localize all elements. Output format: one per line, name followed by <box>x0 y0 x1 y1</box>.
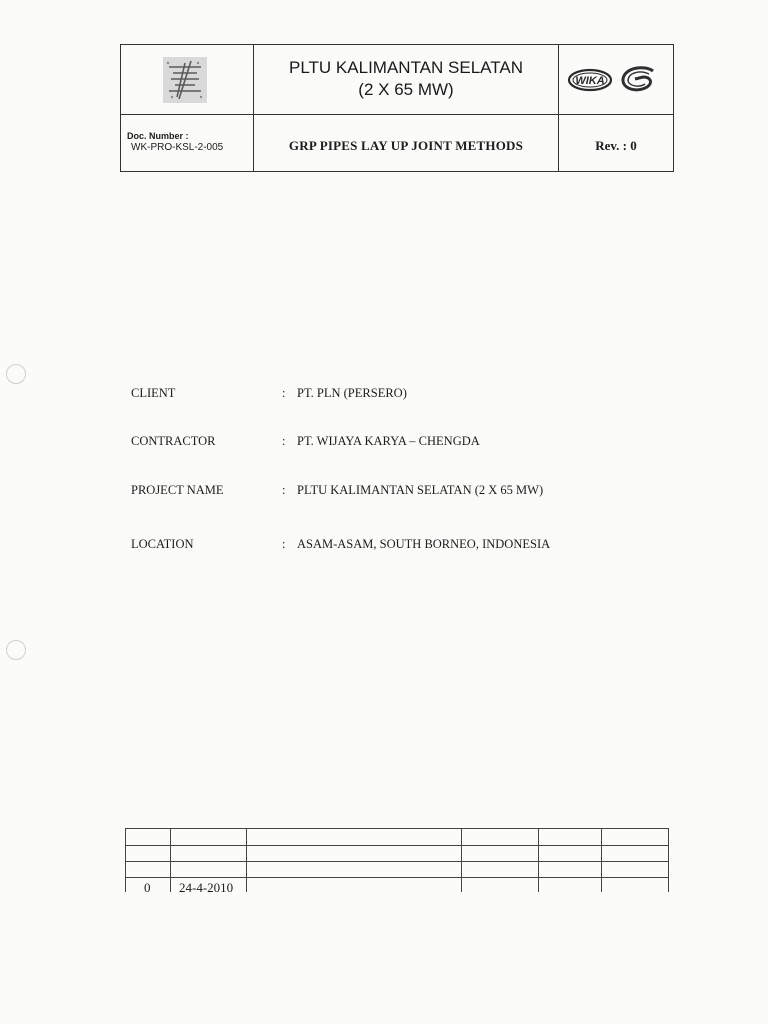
punch-hole-mark <box>6 364 26 384</box>
info-label: CLIENT <box>131 386 176 400</box>
info-value: PT. WIJAYA KARYA – CHENGDA <box>297 434 480 448</box>
info-value: PT. PLN (PERSERO) <box>297 386 407 400</box>
table-line <box>170 828 171 892</box>
table-line <box>125 828 668 829</box>
project-title-cell <box>254 45 559 114</box>
revision-date: 24-4-2010 <box>179 880 234 895</box>
table-line <box>125 877 668 878</box>
revision-label: Rev. : 0 <box>595 138 637 153</box>
info-colon: : <box>282 483 286 497</box>
table-line <box>246 828 247 892</box>
revision-table <box>125 828 670 898</box>
info-value: PLTU KALIMANTAN SELATAN (2 X 65 MW) <box>297 483 544 497</box>
project-title-line2: (2 X 65 MW) <box>358 80 454 99</box>
table-line <box>601 828 602 892</box>
table-line <box>125 845 668 846</box>
info-label: LOCATION <box>131 537 194 551</box>
table-line <box>125 828 126 892</box>
company-logo-cell <box>121 45 254 114</box>
doc-number-cell <box>121 115 254 171</box>
wika-logo-icon <box>567 68 613 92</box>
header-row-top <box>121 45 673 115</box>
table-line <box>461 828 462 892</box>
info-value: ASAM-ASAM, SOUTH BORNEO, INDONESIA <box>297 537 551 551</box>
table-line <box>538 828 539 892</box>
project-title <box>254 57 558 101</box>
revision-cell <box>559 115 673 171</box>
table-line <box>668 828 669 892</box>
partner-swirl-logo-icon <box>619 65 659 95</box>
doc-number-value: WK-PRO-KSL-2-005 <box>131 142 224 153</box>
doc-title-cell <box>254 115 559 171</box>
info-colon: : <box>282 434 286 448</box>
project-title-line1: PLTU KALIMANTAN SELATAN <box>289 58 523 77</box>
info-label: CONTRACTOR <box>131 434 216 448</box>
company-logo-icon <box>163 57 207 103</box>
partner-logos-cell <box>559 45 673 114</box>
revision-number: 0 <box>144 880 151 895</box>
document-header <box>120 44 674 172</box>
info-colon: : <box>282 386 286 400</box>
header-row-bottom <box>121 115 673 171</box>
punch-hole-mark <box>6 640 26 660</box>
wika-logo-text: WIKA <box>575 75 605 87</box>
info-label: PROJECT NAME <box>131 483 224 497</box>
table-line <box>125 861 668 862</box>
doc-number-label: Doc. Number : <box>127 131 189 141</box>
doc-title: GRP PIPES LAY UP JOINT METHODS <box>288 138 524 153</box>
info-colon: : <box>282 537 286 551</box>
